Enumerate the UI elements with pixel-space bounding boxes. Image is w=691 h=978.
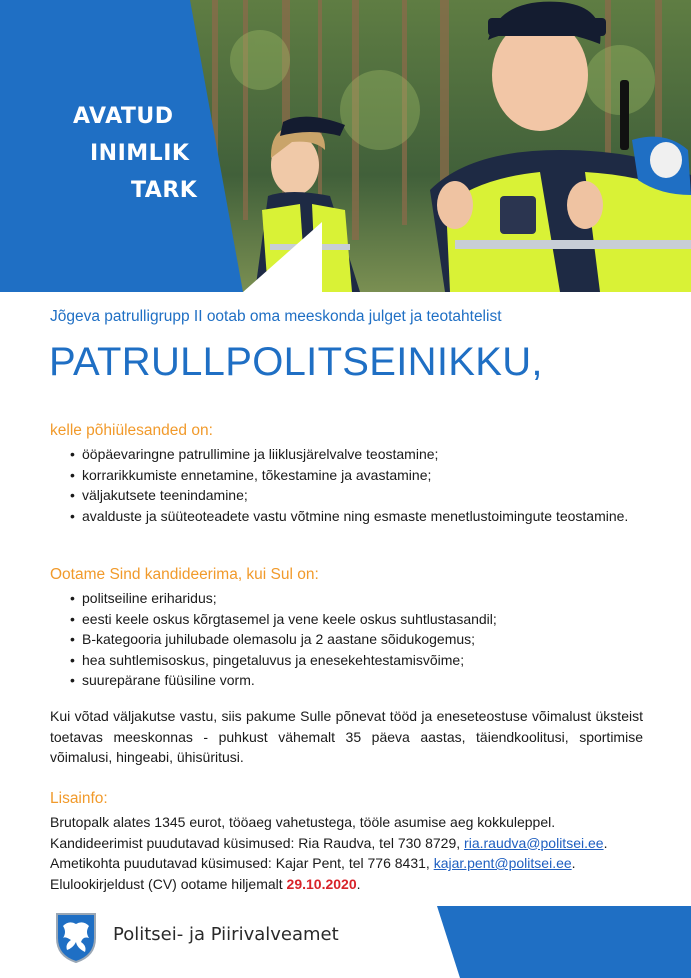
list-item: • avalduste ja süüteoteadete vastu võtmine ning esmaste menetlustoimingute teostamine.: [70, 506, 650, 527]
contact-text: Ametikohta puudutavad küsimused: Kajar Pent, tel 776 8431,: [50, 855, 434, 871]
requirements-list: [70, 588, 650, 691]
list-item: • politseiline eriharidus;: [70, 588, 650, 609]
offer-paragraph: Kui võtad väljakutse vastu, siis pakume Sulle põnevat tööd ja eneseteostuse võimalust üksteist toetavas meeskonnas - puhkust vähemalt 35 päeva aastas, täiendkoolitusi, sportimise võimalusi, hingeabi, ühisüritusi.: [50, 708, 643, 765]
period-text: .: [603, 834, 608, 851]
contact-text: Kandideerimist puudutavad küsimused: Ria Raudva, tel 730 8729,: [50, 834, 465, 851]
list-item: • korrarikkumiste ennetamine, tõkestamine ja avastamine;: [70, 465, 650, 486]
footer-decoration: [0, 900, 691, 978]
duties-list: [70, 444, 650, 526]
info-block: [50, 812, 650, 894]
list-item: • eesti keele oskus kõrgtasemel ja vene keele oskus suhtlustasandil;: [70, 609, 650, 630]
requirements-heading: Ootame Sind kandideerima, kui Sul on:: [50, 566, 319, 583]
email-link-ria[interactable]: ria.raudva@politsei.ee: [464, 834, 604, 851]
list-item: • suurepärane füüsiline vorm.: [70, 670, 650, 691]
page-title: PATRULLPOLITSEINIKKU,: [49, 340, 543, 384]
organization-name: Politsei- ja Piirivalveamet: [113, 924, 339, 945]
duties-heading: kelle põhiülesanded on:: [50, 422, 213, 439]
slogan-line: TARK: [131, 178, 198, 203]
list-item: • väljakutsete teenindamine;: [70, 485, 650, 506]
deadline-line: [50, 874, 650, 895]
intro-text: Jõgeva patrulligrupp II ootab oma meeskonda julget ja teotahtelist: [50, 308, 502, 325]
application-contact-line: [50, 833, 650, 854]
slogan-line: INIMLIK: [90, 141, 190, 166]
list-item: • B-kategooria juhilubade olemasolu ja 2 aastane sõidukogemus;: [70, 629, 650, 650]
deadline-text: Elulookirjeldust (CV) ootame hiljemalt: [50, 875, 287, 892]
info-heading: Lisainfo:: [50, 790, 108, 807]
slogan-line: AVATUD: [73, 104, 174, 129]
salary-line: Brutopalk alates 1345 eurot, tööaeg vahetustega, tööle asumise aeg kokkuleppel.: [50, 814, 556, 830]
hero-banner: [0, 0, 691, 292]
period-text: .: [356, 875, 361, 892]
list-item: • hea suhtlemisoskus, pingetaluvus ja enesekehtestamisvõime;: [70, 650, 650, 671]
list-item: • ööpäevaringne patrullimine ja liiklusjärelvalve teostamine;: [70, 444, 650, 465]
deadline-date: 29.10.2020: [286, 875, 357, 892]
slogan: [0, 98, 210, 209]
email-link-kajar[interactable]: kajar.pent@politsei.ee: [433, 855, 572, 871]
period-text: .: [571, 855, 576, 871]
police-crest-icon: [55, 912, 97, 964]
position-contact-line: [50, 853, 650, 874]
